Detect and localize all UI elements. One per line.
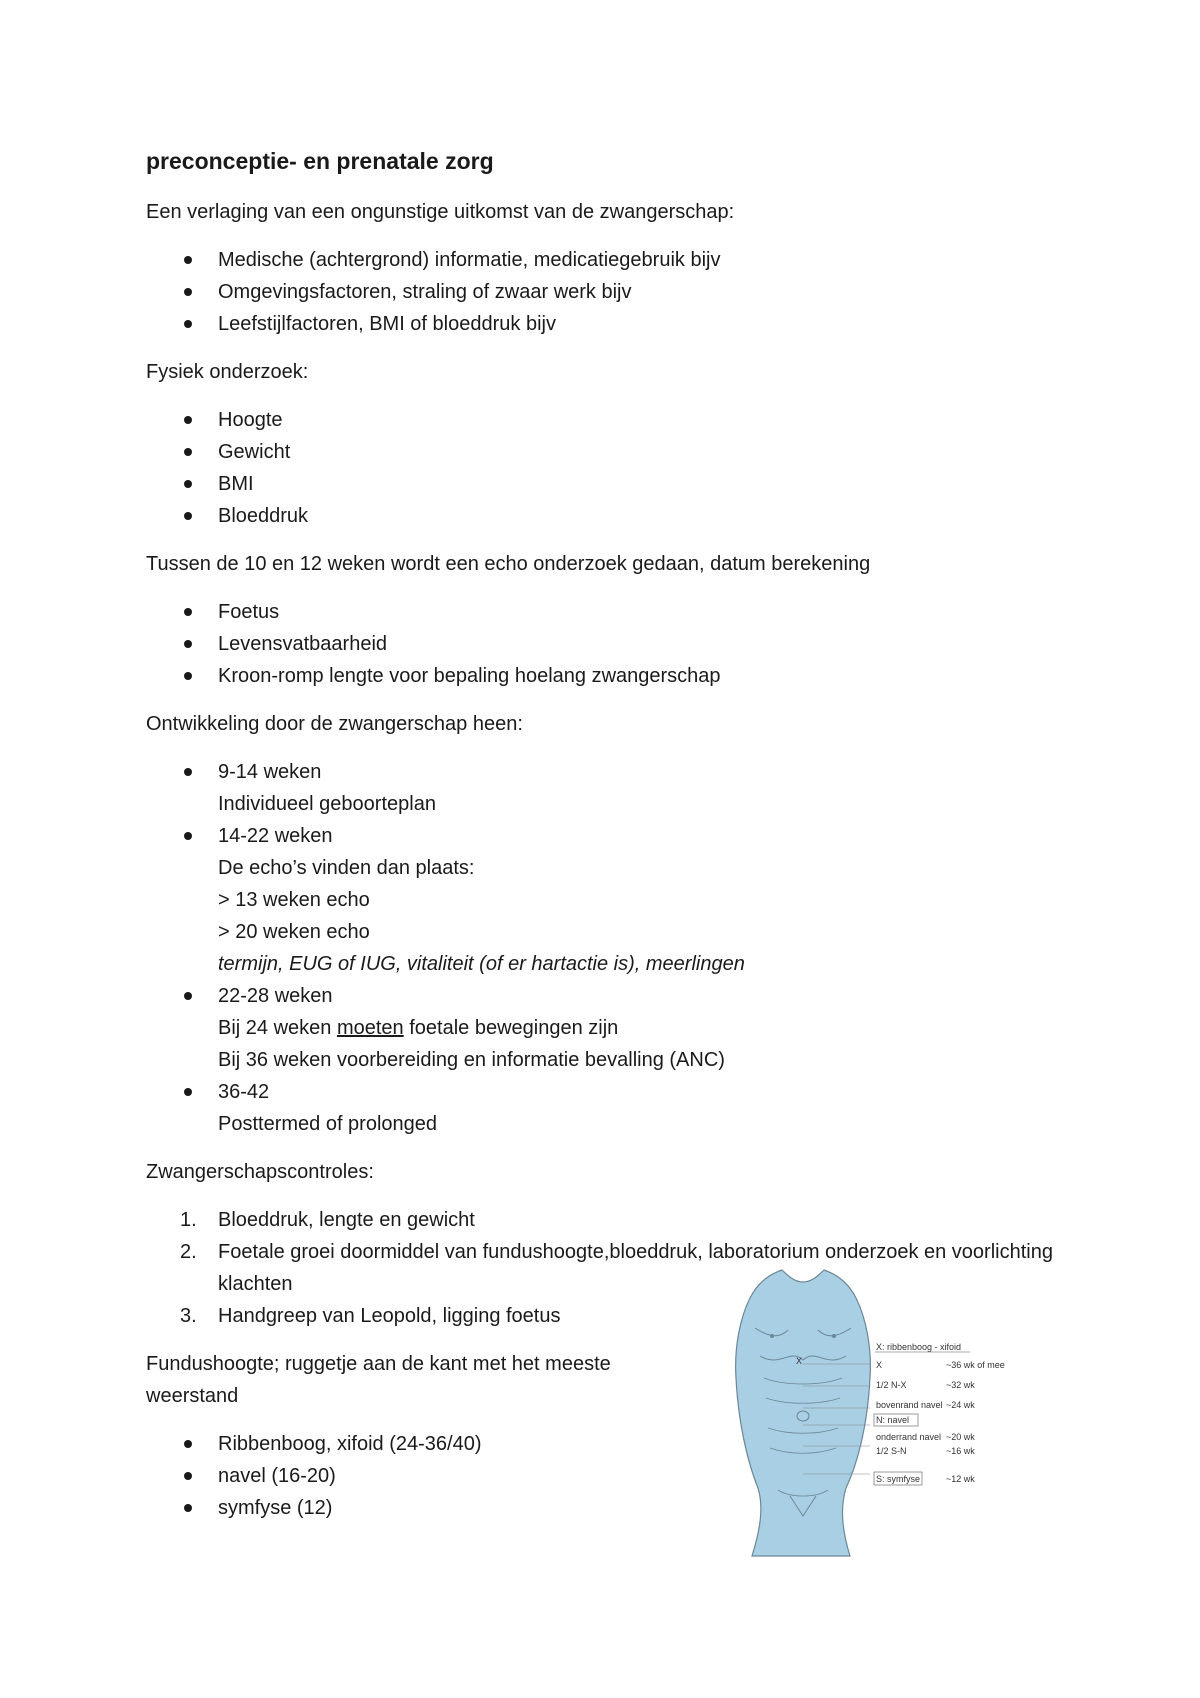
bullet-icon: [184, 608, 192, 616]
list-item: 14-22 weken De echo’s vinden dan plaats: > 13 weken echo > 20 weken echo termijn, EUG of IUG, vitaliteit (of er hartactie is), meerlingen: [146, 820, 1066, 980]
diagram-week: ~24 wk: [946, 1400, 975, 1410]
diagram-label: S: symfyse: [876, 1474, 921, 1484]
list-item: Omgevingsfactoren, straling of zwaar werk bijv: [146, 276, 1066, 308]
bullet-icon: [184, 512, 192, 520]
page-title: preconceptie- en prenatale zorg: [146, 148, 494, 174]
bullet-icon: [184, 288, 192, 296]
echo-heading: Tussen de 10 en 12 weken wordt een echo onderzoek gedaan, datum berekening: [146, 553, 871, 575]
list-item: 9-14 weken Individueel geboorteplan: [146, 756, 1066, 820]
list-item: Hoogte: [146, 404, 1066, 436]
list-item: 22-28 weken Bij 24 weken moeten foetale bewegingen zijn Bij 36 weken voorbereiding en informatie bevalling (ANC): [146, 980, 1066, 1076]
diagram-label: X: [876, 1360, 883, 1370]
bullet-icon: [184, 672, 192, 680]
list-item: Medische (achtergrond) informatie, medicatiegebruik bijv: [146, 244, 1066, 276]
list-item: Gewicht: [146, 436, 1066, 468]
list-item: Ribbenboog, xifoid (24-36/40): [146, 1428, 666, 1460]
diagram-week: ~36 wk of mee: [946, 1360, 1005, 1370]
bullet-icon: [184, 416, 192, 424]
diagram-label: X: ribbenboog - xifoid: [876, 1342, 962, 1352]
diagram-label: 1/2 S-N: [876, 1446, 907, 1456]
bullet-icon: [184, 1088, 192, 1096]
bullet-icon: [184, 1440, 192, 1448]
bullet-icon: [184, 992, 192, 1000]
bullet-icon: [184, 1504, 192, 1512]
torso-shape: [736, 1270, 871, 1556]
fundus-height-diagram: [730, 1268, 1030, 1558]
underlined-word: moeten: [336, 1017, 404, 1039]
bullet-icon: [184, 1472, 192, 1480]
development-heading: Ontwikkeling door de zwangerschap heen:: [146, 713, 523, 735]
bullet-icon: [184, 256, 192, 264]
list-item: Kroon-romp lengte voor bepaling hoelang zwangerschap: [146, 660, 1066, 692]
list-item: Leefstijlfactoren, BMI of bloeddruk bijv: [146, 308, 1066, 340]
list-item: Bloeddruk: [146, 500, 1066, 532]
bullet-icon: [184, 640, 192, 648]
fundus-section: [146, 1348, 666, 1524]
exam-heading: Fysiek onderzoek:: [146, 361, 309, 383]
bullet-icon: [184, 320, 192, 328]
fundus-heading: Fundushoogte; ruggetje aan de kant met het meeste weerstand: [146, 1353, 611, 1407]
diagram-marker: X: [796, 1356, 803, 1366]
diagram-week: ~16 wk: [946, 1446, 975, 1456]
fundus-list: [146, 1428, 666, 1524]
list-item: 3. Handgreep van Leopold, ligging foetus: [180, 1305, 561, 1327]
diagram-week: ~20 wk: [946, 1432, 975, 1442]
diagram-label: onderrand navel: [876, 1432, 942, 1442]
torso-illustration: [730, 1268, 1030, 1558]
list-item: Levensvatbaarheid: [146, 628, 1066, 660]
list-item: navel (16-20): [146, 1460, 666, 1492]
list-item: symfyse (12): [146, 1492, 666, 1524]
list-item: 1. Bloeddruk, lengte en gewicht: [180, 1209, 475, 1231]
controls-heading: Zwangerschapscontroles:: [146, 1161, 374, 1183]
list-item: BMI: [146, 468, 1066, 500]
diagram-week: ~12 wk: [946, 1474, 975, 1484]
diagram-label: N: navel: [876, 1415, 910, 1425]
diagram-week: ~32 wk: [946, 1380, 975, 1390]
intro-paragraph: Een verlaging van een ongunstige uitkomst van de zwangerschap:: [146, 201, 735, 223]
list-item: 2. Foetale groei doormiddel van fundushoogte,bloeddruk, laboratorium onderzoek en voorlichting klachten: [180, 1241, 1053, 1295]
bullet-icon: [184, 448, 192, 456]
list-item: 36-42 Posttermed of prolonged: [146, 1076, 1066, 1140]
list-item: Foetus: [146, 596, 1066, 628]
bullet-icon: [184, 832, 192, 840]
development-list: [146, 756, 1066, 1140]
bullet-icon: [184, 480, 192, 488]
diagram-label: bovenrand navel: [876, 1400, 943, 1410]
diagram-label: 1/2 N-X: [876, 1380, 907, 1390]
exam-list: [146, 404, 1066, 532]
echo-list: [146, 596, 1066, 692]
intro-list: [146, 244, 1066, 340]
bullet-icon: [184, 768, 192, 776]
